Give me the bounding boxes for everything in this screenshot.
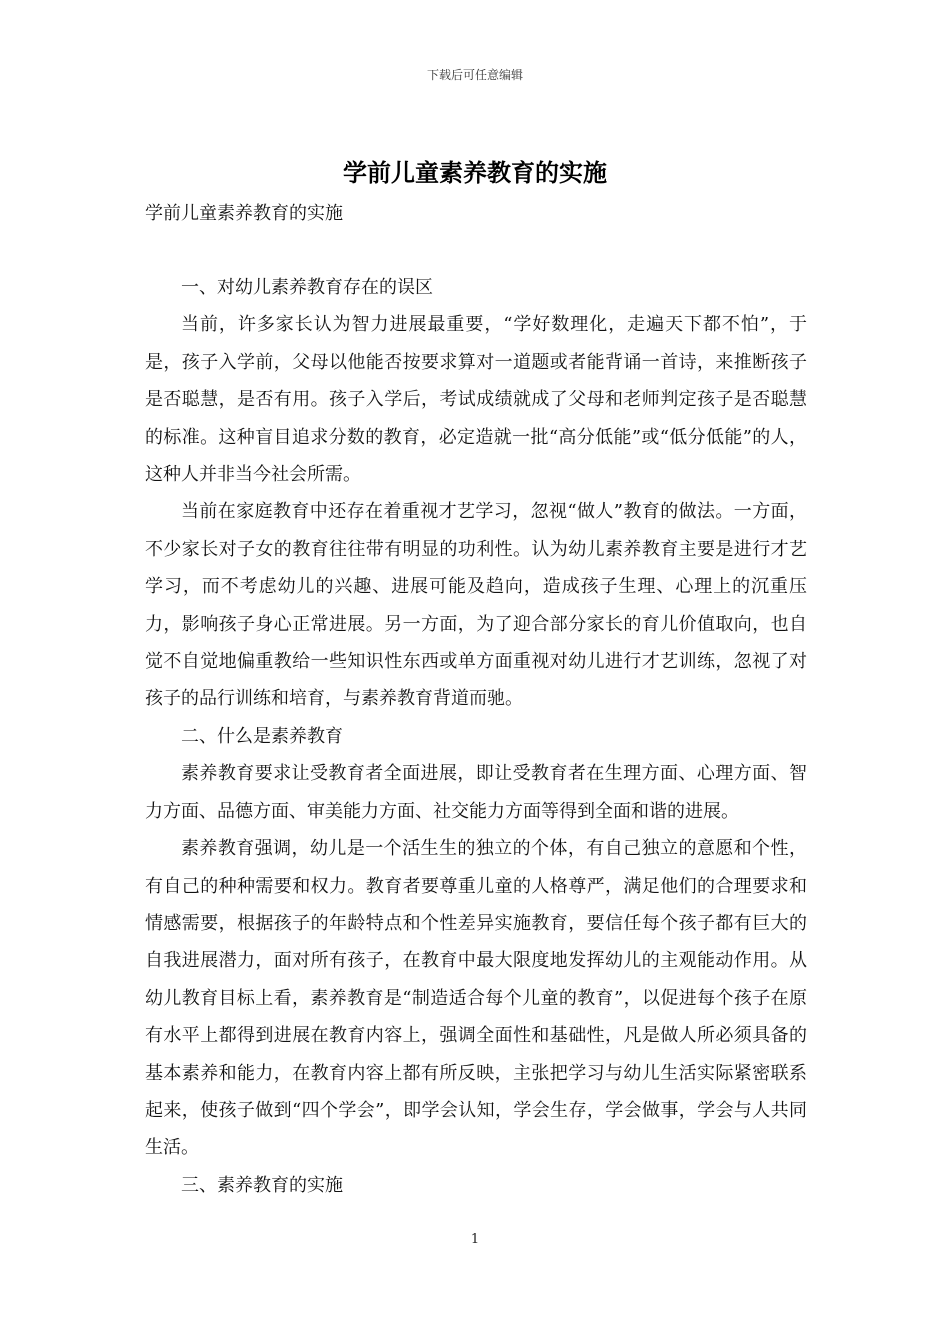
body-paragraph: 当前，许多家长认为智力进展最重要，“学好数理化，走遍天下都不怕”，于是，孩子入学前，父母以他能否按要求算对一道题或者能背诵一首诗，来推断孩子是否聪慧，是否有用。孩子入学后，考试成绩就成了父母和老师判定孩子是否聪慧的标准。这种盲目追求分数的教育，必定造就一批“高分低能”或“低分低能”的人，这种人并非当今社会所需。: [145, 314, 807, 486]
body-paragraph: 素养教育要求让受教育者全面进展，即让受教育者在生理方面、心理方面、智力方面、品德方面、审美能力方面、社交能力方面等得到全面和谐的进展。: [145, 763, 807, 822]
document-body: [145, 269, 807, 1204]
document-subtitle: 学前儿童素养教育的实施: [145, 203, 343, 224]
body-paragraph: 素养教育强调，幼儿是一个活生生的独立的个体，有自己独立的意愿和个性，有自己的种种需要和权力。教育者要尊重儿童的人格尊严，满足他们的合理要求和情感需要，根据孩子的年龄特点和个性差异实施教育，要信任每个孩子都有巨大的自我进展潜力，面对所有孩子，在教育中最大限度地发挥幼儿的主观能动作用。从幼儿教育目标上看，素养教育是“制造适合每个儿童的教育”，以促进每个孩子在原有水平上都得到进展在教育内容上，强调全面性和基础性，凡是做人所必须具备的基本素养和能力，在教育内容上都有所反映，主张把学习与幼儿生活实际紧密联系起来，使孩子做到“四个学会”，即学会认知，学会生存，学会做事，学会与人共同生活。: [145, 838, 807, 1159]
document-title: 学前儿童素养教育的实施: [343, 158, 607, 187]
page-number: 1: [470, 1232, 480, 1247]
section-heading-1: 一、对幼儿素养教育存在的误区: [181, 277, 433, 298]
section-heading-2: 二、什么是素养教育: [181, 725, 343, 747]
section-heading-3: 三、素养教育的实施: [181, 1174, 343, 1196]
body-paragraph: 当前在家庭教育中还存在着重视才艺学习，忽视“做人”教育的做法。一方面，不少家长对子女的教育往往带有明显的功利性。认为幼儿素养教育主要是进行才艺学习，而不考虑幼儿的兴趣、进展可能及趋向，造成孩子生理、心理上的沉重压力，影响孩子身心正常进展。另一方面，为了迎合部分家长的育儿价值取向，也自觉不自觉地偏重教给一些知识性东西或单方面重视对幼儿进行才艺训练，忽视了对孩子的品行训练和培育，与素养教育背道而驰。: [145, 501, 807, 710]
page-header-note: 下载后可任意编辑: [426, 68, 523, 82]
